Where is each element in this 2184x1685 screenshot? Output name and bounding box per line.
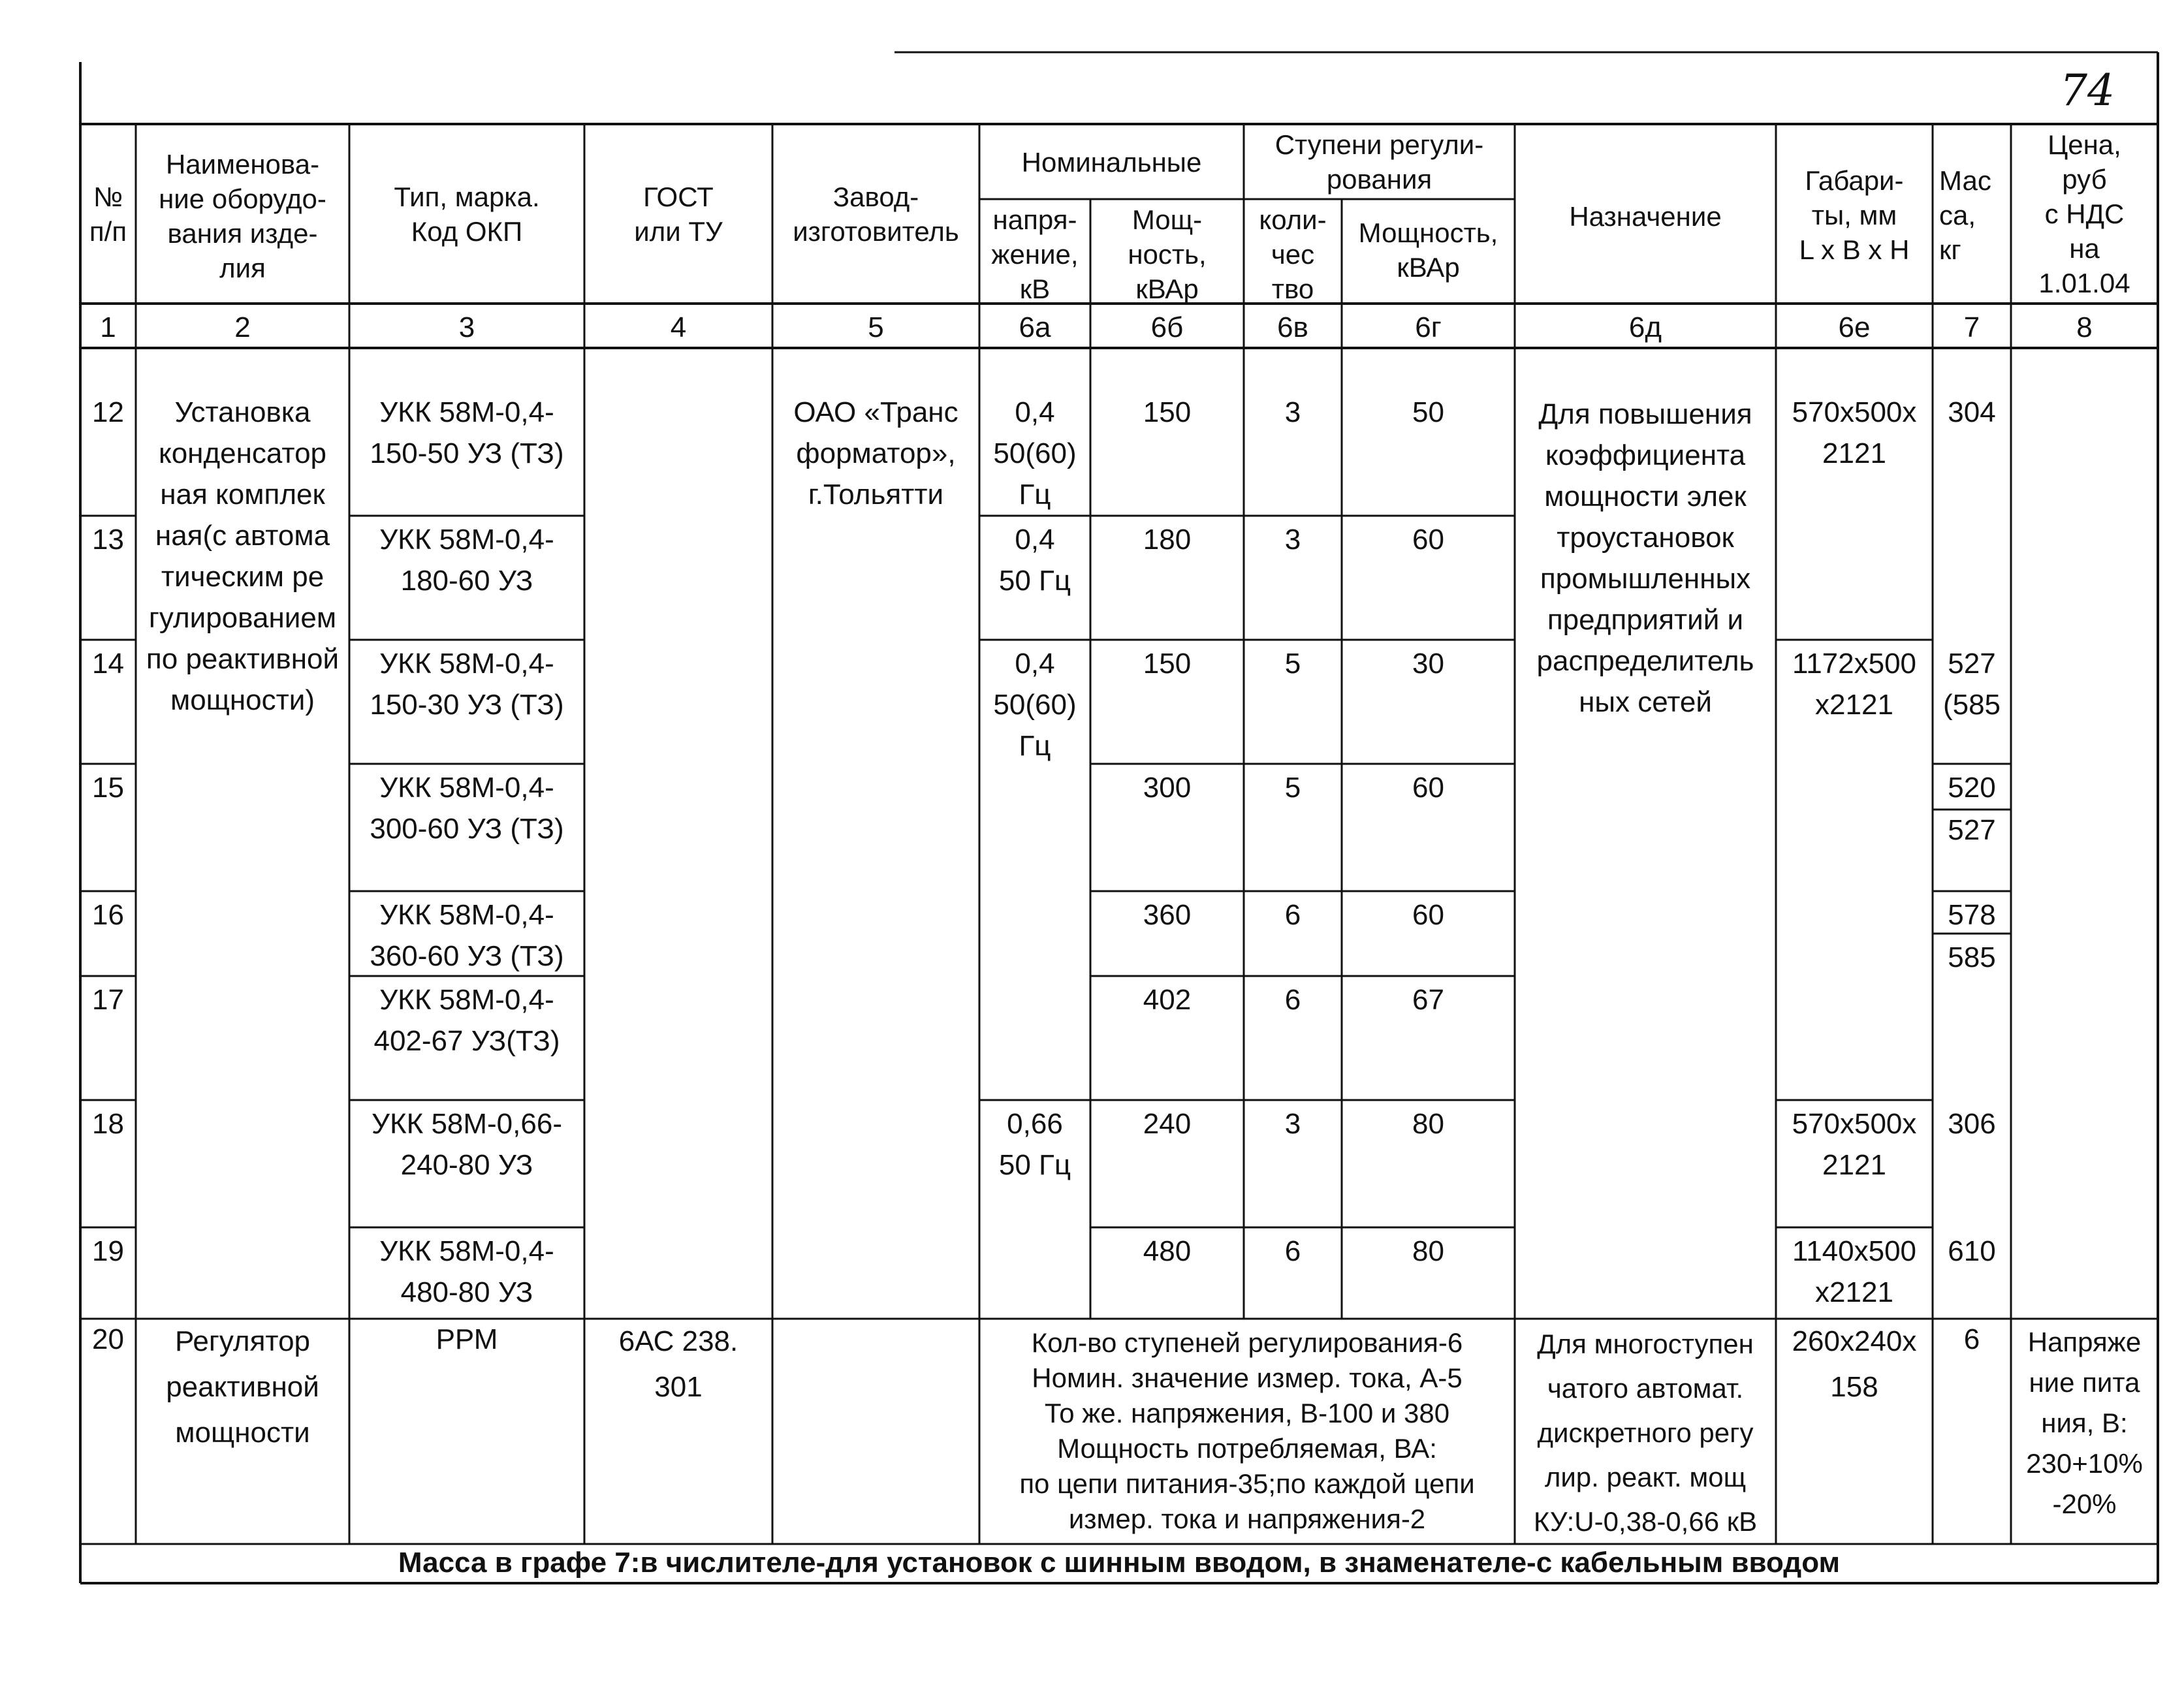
row-number: 19 — [92, 1235, 124, 1267]
row-number: 20 — [92, 1323, 124, 1355]
row-equipment-name: Регулятор реактивной мощности — [166, 1325, 319, 1449]
row-power: 150 — [1143, 648, 1192, 680]
row-mass-numerator: 578 — [1948, 899, 1996, 931]
row-mass: 304 — [1948, 396, 1996, 428]
row-step-power: 30 — [1412, 648, 1444, 680]
column-number: 7 — [1963, 311, 1980, 343]
row-steps: 3 — [1284, 524, 1301, 556]
header-gost: ГОСТ или ТУ — [634, 181, 723, 247]
row-mass: 6 — [1963, 1323, 1980, 1355]
row-dimensions: 1172x500 x2121 — [1792, 648, 1917, 721]
row-dimensions: 570x500x 2121 — [1792, 396, 1917, 469]
header-nominal: Номинальные — [1021, 147, 1202, 178]
row-power: 180 — [1143, 524, 1192, 556]
row-voltage: 0,4 50(60) Гц — [993, 396, 1077, 511]
row-power: 360 — [1143, 899, 1192, 931]
row-power: 150 — [1143, 396, 1192, 428]
row-number: 13 — [92, 524, 124, 556]
row-voltage: 0,4 50(60) Гц — [993, 648, 1077, 762]
row-number: 18 — [92, 1108, 124, 1140]
header-step-power: Мощность, кВАр — [1358, 217, 1498, 283]
row-type: УКК 58М-0,4- 300-60 УЗ (ТЗ) — [370, 772, 564, 845]
row-number: 15 — [92, 772, 124, 804]
row-step-power: 80 — [1412, 1235, 1444, 1267]
column-number: 5 — [868, 311, 884, 343]
row-power: 480 — [1143, 1235, 1192, 1267]
row-steps: 5 — [1284, 772, 1301, 804]
row-steps: 6 — [1284, 1235, 1301, 1267]
header-name: Наименова- ние оборудо- вания изде- лия — [159, 149, 326, 283]
header-purpose: Назначение — [1569, 201, 1722, 232]
row-step-power: 80 — [1412, 1108, 1444, 1140]
header-power: Мощ- ность, кВАр — [1128, 204, 1207, 304]
row-mass-numerator: 520 — [1948, 772, 1996, 804]
row-power: 300 — [1143, 772, 1192, 804]
row-type: УКК 58М-0,4- 180-60 УЗ — [379, 524, 554, 597]
row-steps: 3 — [1284, 1108, 1301, 1140]
row-number: 14 — [92, 648, 124, 680]
group-equipment-name: Установка конденсатор ная комплек ная(с автома тическим ре гулированием по реактивной мощности) — [146, 396, 340, 716]
row-number: 12 — [92, 396, 124, 428]
row-number: 16 — [92, 899, 124, 931]
row-steps: 6 — [1284, 984, 1301, 1016]
row-mass: 527 (585 — [1942, 648, 2001, 721]
column-number: 6е — [1838, 311, 1871, 343]
row-step-power: 67 — [1412, 984, 1444, 1016]
row-mass: 306 — [1948, 1108, 1996, 1140]
column-number: 2 — [234, 311, 251, 343]
row-power: 402 — [1143, 984, 1192, 1016]
row-steps: 6 — [1284, 899, 1301, 931]
row-type: УКК 58М-0,66- 240-80 УЗ — [372, 1108, 562, 1181]
row-steps: 5 — [1284, 648, 1301, 680]
column-number: 6г — [1415, 311, 1442, 343]
group-purpose: Для повышения коэффициента мощности элек троустановок промышленных предприятий и распределитель ных сетей — [1536, 398, 1754, 718]
header-type: Тип, марка. Код ОКП — [394, 181, 540, 247]
row-type: РРМ — [435, 1323, 498, 1355]
row-gost: 6АС 238. 301 — [618, 1325, 738, 1403]
column-number: 8 — [2076, 311, 2093, 343]
column-number: 4 — [670, 311, 687, 343]
row-mass: 610 — [1948, 1235, 1996, 1267]
header-dimensions: Габари- ты, мм L x B x H — [1799, 165, 1910, 265]
row-specifications: Кол-во ступеней регулирования-6 Номин. значение измер. тока, А-5 То же. напряжения, В-100 и 380 Мощность потребляемая, ВА: по цепи питания-35;по каждой цепи измер. тока и напряжения-2 — [1019, 1327, 1475, 1534]
column-number: 6д — [1628, 311, 1662, 343]
column-number: 6а — [1019, 311, 1051, 343]
row-type: УКК 58М-0,4- 360-60 УЗ (ТЗ) — [370, 899, 564, 972]
row-step-power: 60 — [1412, 772, 1444, 804]
row-dimensions: 570x500x 2121 — [1792, 1108, 1917, 1181]
row-step-power: 60 — [1412, 899, 1444, 931]
header-step-count: коли- чес тво — [1259, 204, 1327, 304]
header-manufacturer: Завод- изготовитель — [793, 181, 959, 247]
header-num: № п/п — [89, 181, 127, 247]
row-mass-denominator: 527 — [1948, 814, 1996, 846]
row-number: 17 — [92, 984, 124, 1016]
header-voltage: напря- жение, кВ — [991, 204, 1079, 304]
column-number: 6б — [1150, 311, 1184, 343]
row-type: УКК 58М-0,4- 150-30 УЗ (ТЗ) — [370, 648, 564, 721]
row-power: 240 — [1143, 1108, 1192, 1140]
row-step-power: 50 — [1412, 396, 1444, 428]
column-number: 6в — [1277, 311, 1308, 343]
row-voltage: 0,66 50 Гц — [998, 1108, 1071, 1181]
footnote: Масса в графе 7:в числителе-для установок с шинным вводом, в знаменателе-с кабельным вводом — [398, 1547, 1841, 1579]
row-type: УКК 58М-0,4- 480-80 УЗ — [379, 1235, 554, 1308]
column-number: 3 — [458, 311, 475, 343]
header-price: Цена, руб с НДС на 1.01.04 — [2038, 129, 2130, 298]
column-number: 1 — [100, 311, 116, 343]
header-steps: Ступени регули- рования — [1274, 129, 1484, 195]
row-type: УКК 58М-0,4- 402-67 УЗ(ТЗ) — [373, 984, 560, 1057]
row-voltage: 0,4 50 Гц — [998, 524, 1071, 597]
row-price: Напряже ние пита ния, В: 230+10% -20% — [2026, 1327, 2143, 1519]
row-step-power: 60 — [1412, 524, 1444, 556]
row-type: УКК 58М-0,4- 150-50 УЗ (ТЗ) — [370, 396, 564, 469]
group-manufacturer: ОАО «Транс форматор», г.Тольятти — [793, 396, 958, 511]
row-purpose: Для многоступен чатого автомат. дискретного регу лир. реакт. мощ КУ:U-0,38-0,66 кВ — [1533, 1329, 1758, 1537]
row-dimensions: 260x240x 158 — [1792, 1325, 1917, 1403]
page-number: 74 — [2060, 65, 2115, 116]
header-mass: Мас са, кг — [1939, 165, 1991, 265]
row-steps: 3 — [1284, 396, 1301, 428]
row-dimensions: 1140x500 x2121 — [1792, 1235, 1917, 1308]
row-mass-denominator: 585 — [1948, 941, 1996, 973]
